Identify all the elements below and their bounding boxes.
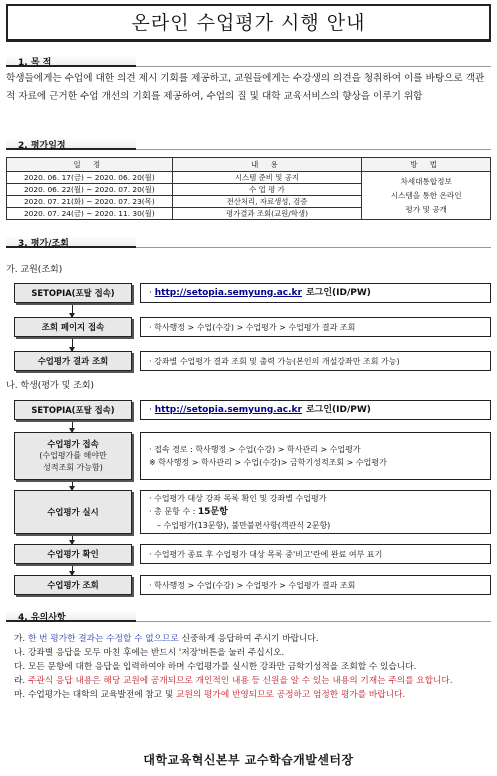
bullet: · [149, 287, 155, 298]
desc-text: · 총 문항 수 : [149, 507, 198, 516]
step-label: 수업평가 접속 [47, 439, 99, 449]
desc-line [149, 505, 490, 519]
column-header: 내 용 [172, 158, 362, 172]
student-step-conduct [14, 490, 132, 534]
schedule-method [362, 172, 491, 220]
list-item [14, 688, 491, 702]
method-line: 차세대통합정보 [400, 176, 452, 186]
section-label: 2. 평가일정 [18, 141, 66, 151]
student-step-view [14, 575, 132, 595]
method-line: 평가 및 공개 [405, 204, 447, 214]
step-label: 수업평가 결과 조회 [37, 356, 109, 366]
note-rest: 신중하게 응답하여 주시기 바랍니다. [178, 634, 319, 644]
bullet: · [149, 404, 155, 415]
student-step-portal [14, 400, 132, 420]
notes-list [14, 632, 491, 702]
faculty-heading: 가. 교원(조회) [6, 265, 63, 275]
column-header: 방 법 [362, 158, 491, 172]
flow-arrow [72, 566, 73, 575]
note-text [28, 688, 405, 702]
student-step-portal-desc [140, 400, 491, 420]
portal-link[interactable]: http://setopia.semyung.ac.kr [154, 287, 302, 298]
list-item [14, 646, 491, 660]
list-item [14, 632, 491, 646]
divider [136, 247, 491, 248]
login-label: 로그인(ID/PW) [305, 287, 371, 298]
table-row [7, 172, 491, 184]
desc-line: ※ 학사행정 > 학사관리 > 수업(수강)> 금학기성적조회 > 수업평가 [149, 458, 387, 467]
step-label: SETOPIA(포탈 접속) [31, 405, 115, 415]
step-label: 수업평가 확인 [47, 549, 99, 559]
schedule-date: 2020. 07. 24(금) ~ 2020. 11. 30(월) [7, 208, 173, 220]
schedule-content: 전산처리, 자료생성, 검증 [172, 196, 362, 208]
flow-arrow [72, 482, 73, 490]
faculty-step-result-desc: · 강좌별 수업평가 결과 조회 및 출력 가능(본인의 개설강좌만 조회 가능) [140, 351, 491, 371]
method-line: 시스템을 통한 온라인 [390, 190, 462, 200]
faculty-step-page [14, 317, 132, 337]
student-step-conduct-desc [140, 490, 491, 534]
student-step-view-desc: · 학사행정 > 수업(수강) > 수업평가 > 수업평가 결과 조회 [140, 575, 491, 595]
purpose-text: 학생들에게는 수업에 대한 의견 제시 기회를 제공하고, 교원들에게는 수강생의 의견을 청취하여 이를 바탕으로 객관적 자료에 근거한 수업 개선의 기회를 제공하여, 수업의 질 및 대학 교육서비스의 향상을 이루기 위함 [6, 73, 485, 102]
section-notes-header [6, 610, 136, 622]
student-step-confirm-desc: · 수업평가 종료 후 수업평가 대상 목록 중'비고'란에 완료 여부 표기 [140, 544, 491, 564]
student-step-access [14, 432, 132, 480]
step-sublabel: (수업평가를 해야만 [39, 451, 107, 460]
flow-arrow [72, 536, 73, 544]
student-heading: 나. 학생(평가 및 조회) [6, 381, 95, 391]
note-text: 강좌별 응답을 모두 마친 후에는 반드시 '저장'버튼을 눌러 주십시오. [28, 648, 285, 658]
schedule-content: 평가결과 조회(교원/학생) [172, 208, 362, 220]
list-item [14, 660, 491, 674]
table-header-row [7, 158, 491, 172]
note-marker: 라. [14, 676, 26, 686]
flow-arrow [72, 339, 73, 351]
note-text [28, 632, 319, 646]
portal-link[interactable]: http://setopia.semyung.ac.kr [154, 404, 302, 415]
desc-line: – 수업평가(13문항), 불만불편사항(객관식 2문항) [157, 521, 331, 530]
note-marker: 마. [14, 690, 26, 700]
step-label: 수업평가 조회 [47, 580, 99, 590]
desc-line: · 수업평가 대상 강좌 목록 확인 및 강좌별 수업평가 [149, 494, 327, 503]
question-count: 15문항 [197, 507, 228, 517]
faculty-step-page-desc: · 학사행정 > 수업(수강) > 수업평가 > 수업평가 결과 조회 [140, 317, 491, 337]
schedule-date: 2020. 06. 22(월) ~ 2020. 07. 20(월) [7, 184, 173, 196]
desc-line: · 접속 경로 : 학사행정 > 수업(수강) > 학사관리 > 수업평가 [149, 445, 361, 454]
schedule-content: 수 업 평 가 [172, 184, 362, 196]
note-emphasis: 한 번 평가한 결과는 수정할 수 없으므로 [28, 634, 179, 644]
section-label: 4. 유의사항 [18, 613, 66, 623]
login-label: 로그인(ID/PW) [305, 404, 371, 415]
section-schedule-header [6, 138, 136, 150]
divider [136, 66, 491, 67]
schedule-date: 2020. 07. 21(화) ~ 2020. 07. 23(목) [7, 196, 173, 208]
faculty-step-portal [14, 283, 132, 303]
step-label: 수업평가 실시 [47, 507, 99, 517]
section-purpose-header [6, 55, 136, 67]
divider [136, 149, 491, 150]
faculty-step-portal-desc [140, 283, 491, 303]
note-text: 주관식 응답 내용은 해당 교원에 공개되므로 개인적인 내용 등 신원을 알 수 있는 내용의 기재는 주의를 요합니다. [28, 676, 453, 686]
note-rest: 수업평가는 대학의 교육발전에 참고 및 [28, 690, 177, 700]
schedule-content: 시스템 준비 및 공지 [172, 172, 362, 184]
section-eval-header [6, 236, 136, 248]
flow-arrow [72, 422, 73, 432]
schedule-table [6, 157, 491, 220]
note-marker: 다. [14, 662, 26, 672]
divider [136, 621, 491, 622]
step-label: 조회 페이지 접속 [41, 322, 105, 332]
note-text: 모든 문항에 대한 응답을 입력하여야 하며 수업평가를 실시한 강좌만 금학기성적을 조회할 수 있습니다. [28, 662, 417, 672]
student-step-access-desc [140, 432, 491, 480]
note-emphasis: 교원의 평가에 반영되므로 공정하고 엄정한 평가를 바랍니다. [176, 690, 406, 700]
schedule-date: 2020. 06. 17(금) ~ 2020. 06. 20(월) [7, 172, 173, 184]
note-marker: 나. [14, 648, 26, 658]
faculty-step-result [14, 351, 132, 371]
step-label: SETOPIA(포탈 접속) [31, 288, 115, 298]
section-label: 1. 목 적 [18, 58, 52, 68]
student-step-confirm [14, 544, 132, 564]
page-title: 온라인 수업평가 시행 안내 [6, 4, 491, 42]
list-item [14, 674, 491, 688]
section-label: 3. 평가/조회 [18, 239, 69, 249]
footer-signature: 대학교육혁신본부 교수학습개발센터장 [143, 753, 354, 767]
step-sublabel: 성적조회 가능함) [43, 463, 103, 472]
note-marker: 가. [14, 634, 26, 644]
column-header: 일 정 [7, 158, 173, 172]
flow-arrow [72, 305, 73, 317]
